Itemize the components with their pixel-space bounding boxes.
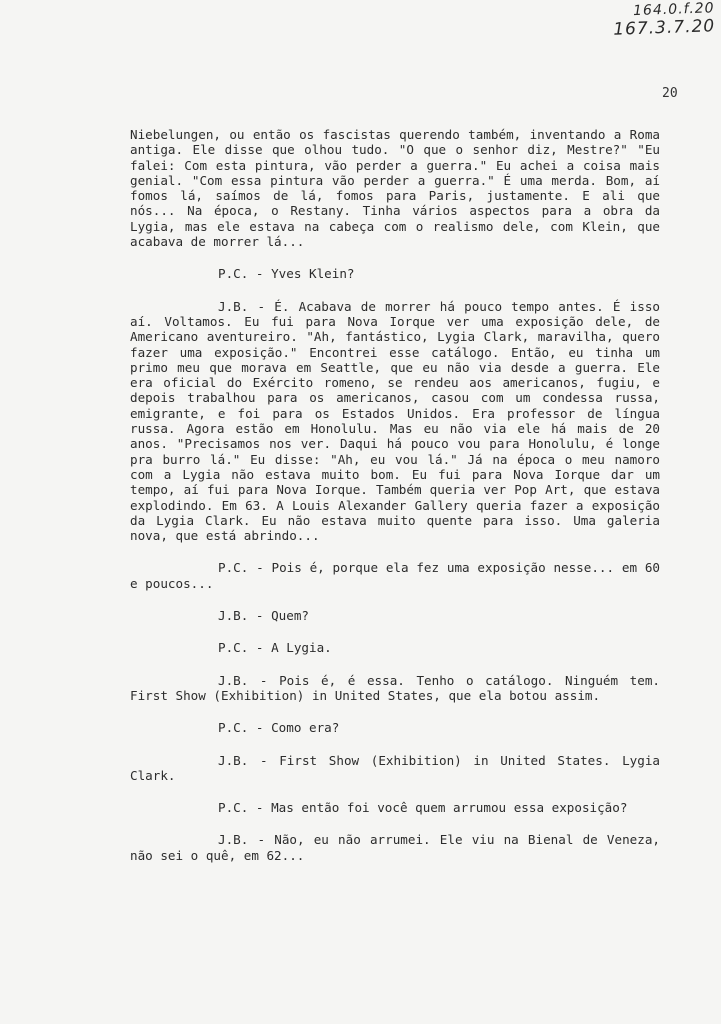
paragraph: P.C. - Pois é, porque ela fez uma exposição nesse... em 60 e poucos... [130,560,660,591]
paragraph: J.B. - First Show (Exhibition) in United States. Lygia Clark. [130,752,660,783]
paragraph: Niebelungen, ou então os fascistas querendo também, inventando a Roma antiga. Ele disse que olhou tudo. "O que o senhor diz, Mestre?" "Eu falei: Com esta pintura, vão perder a guerra." Eu achei a coisa mais genial. "Com essa pintura vão perder a guerra." É uma merda. Bom, aí fomos lá, saímos de lá, fomos para Paris, justamente. E ali que nós... Na época, o Restany. Tinha vários aspectos para a obra da Lygia, mas ele estava na cabeça com o realismo dele, com Klein, que acabava de morrer lá... [130,127,660,250]
paragraph: J.B. - Quem? [218,608,309,624]
paragraph: P.C. - A Lygia. [218,640,332,656]
handwritten-ref-line-2: 167.3.7.20 [613,16,716,40]
transcript-body [130,127,660,863]
paragraph: J.B. - Não, eu não arrumei. Ele viu na Bienal de Veneza, não sei o quê, em 62... [130,832,660,863]
handwritten-archive-reference [612,0,715,40]
handwritten-ref-line-1: 164.0.f.20 [632,0,715,20]
paragraph: P.C. - Mas então foi você quem arrumou essa exposição? [218,800,628,816]
paragraph: J.B. - Pois é, é essa. Tenho o catálogo. Ninguém tem. First Show (Exhibition) in United States, que ela botou assim. [130,672,660,703]
paragraph: J.B. - É. Acabava de morrer há pouco tempo antes. É isso aí. Voltamos. Eu fui para Nova Iorque ver uma exposição dele, de Americano aventureiro. "Ah, fantástico, Lygia Clark, maravilha, quero fazer uma exposição." Encontrei esse catálogo. Então, eu tinha um primo meu que morava em Seattle, que eu não via desde a guerra. Ele era oficial do Exército romeno, se rendeu aos americanos, fugiu, e depois trabalhou para os americanos, casou com um condessa russa, emigrante, e foi para os Estados Unidos. Era professor de língua russa. Agora estão em Honolulu. Mas eu não via ele há mais de 20 anos. "Precisamos nos ver. Daqui há pouco vou para Honolulu, é longe pra burro lá." Eu disse: "Ah, eu vou lá." Já na época o meu namoro com a Lygia não estava muito bom. Eu fui para Nova Iorque dar um tempo, aí fui para Nova Iorque. Também queria ver Pop Art, que estava explodindo. Em 63. A Louis Alexander Gallery queria fazer a exposição da Lygia Clark. Eu não estava muito quente para isso. Uma galeria nova, que está abrindo... [130,298,660,544]
paragraph: P.C. - Yves Klein? [218,266,355,282]
paragraph: P.C. - Como era? [218,720,340,736]
page-number: 20 [662,86,678,101]
